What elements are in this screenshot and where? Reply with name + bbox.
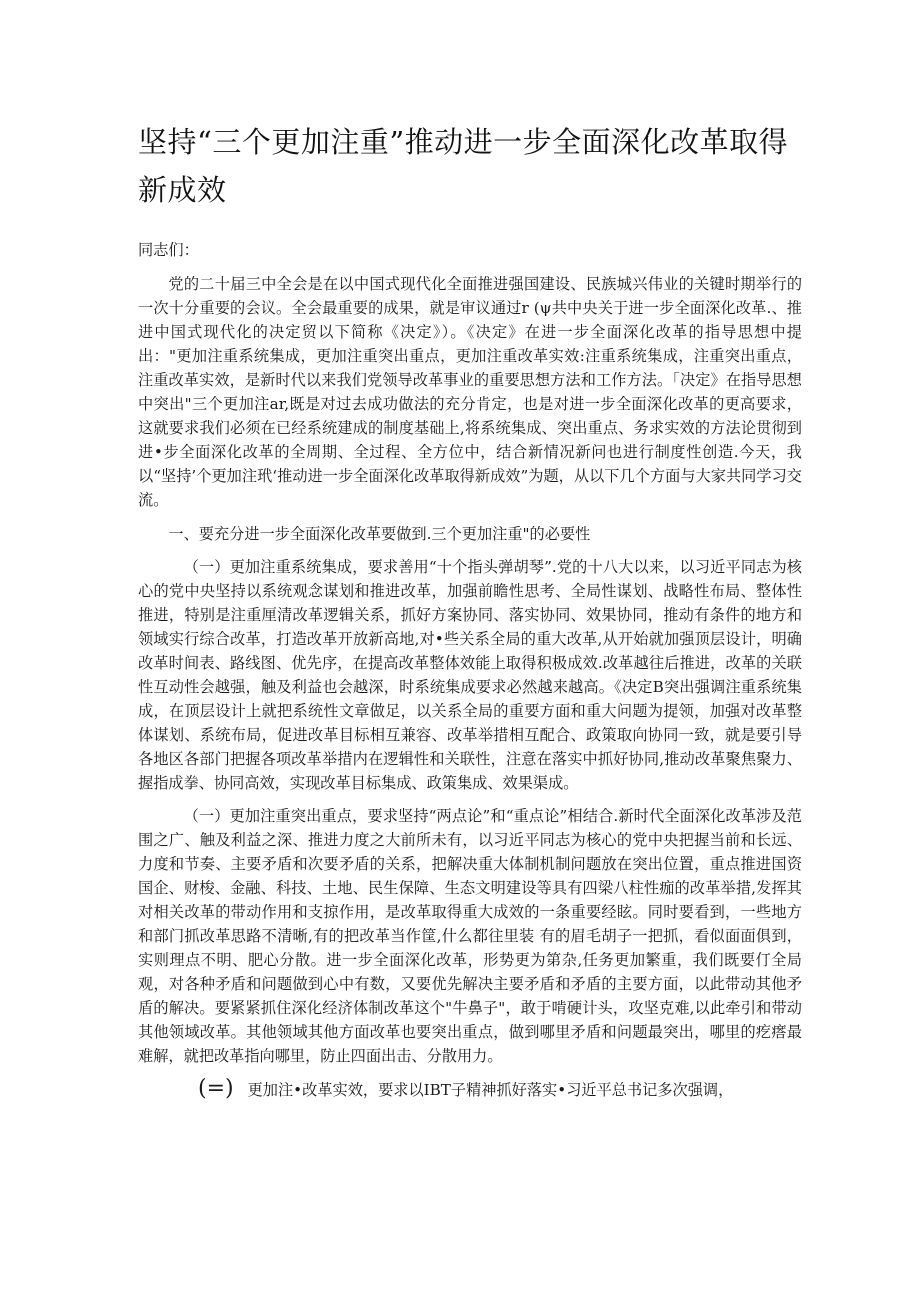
paragraph-intro: 党的二十届三中全会是在以中国式现代化全面推进强国建设、民族城兴伟业的关键时期举行的一次十分重要的会议。全会最重要的成果，就是审议通过r (ψ共中央关于进一步全面深化改革.、推进中国式现代化的决定贸以下简称《决定》）。《决定》在进一步全面深化改革的指导思想中提出："更加注重系统集成，更加注重突出重点，更加注重改革实效:注重系统集成，注重突出重点，注重改革实效，是新时代以来我们党领导改革事业的重要思想方法和工作方法。「决定》在指导思想中突出"三个更加注ar,既是对过去成功做法的充分肯定，也是对进一步全面深化改革的更高要求，这就要求我们必须在已经系统建成的制度基础上,将系统集成、突出重点、务求实效的方法论贯彻到进•步全面深化改革的全周期、全过程、全方位中，结合新情况新问也进行制度性创造.今天，我以“坚持’个更加注玳‘推动进一步全面深化改革取得新成效”为题，从以下几个方面与大家共同学习交流。: [138, 275, 802, 509]
paragraph-section-2: （一）更加注重突出重点，要求坚持“两点论”和“重点论”相结合.新时代全面深化改革涉及范围之广、触及利益之深、推进力度之大前所未有，以习近平同志为核心的党中央把握当前和长远、力度和节奏、主要矛盾和次要矛盾的关系，把解决重大体制机制问题放在突出位置，重点推进国资国企、财梭、金融、科技、土地、民生保障、生态文明建设等具有四梁八柱性痂的改革举措,发挥其对相关改革的带动作用和支掠作用，是改革取得重大成效的一条重要经眩。同时要看到，一些地方和部门抓改革思路不清晰,有的把改革当作筐,什么都往里装 有的眉毛胡子一把抓，看似面面俱到，实则理点不明、肥心分散。进一步全面深化改革，形势更为第杂,任务更加繁重，我们既要仃全局观，对各种矛盾和问题做到心中有数，又要优先解决主要矛盾和矛盾的主要方面，以此带动其他矛盾的解决。要紧紧抓住深化经济体制改革这个"牛鼻子"，敢于啃硬计头，攻坚克难,以此牵引和带动其他领域改革。其他领域其他方面改革也要突出重点，做到哪里矛盾和问题最突出，哪里的疙瘩最难解，就把改革指向哪里，防止四面出击、分散用力。: [138, 807, 802, 1065]
greeting: 同志们：: [138, 241, 199, 259]
paragraph-section-3: [138, 1076, 802, 1103]
section-heading-1: 一、要充分进一步全面深化改革要做到.三个更加注重"的必要性: [168, 525, 591, 543]
section-3-text: 更加注•改革实效，要求以IBT子精神抓好落实•习近平总书记多次强调，: [247, 1081, 734, 1099]
document-title: 坚持“三个更加注重”推动进一步全面深化改革取得新成效: [138, 125, 789, 207]
section-3-number: (=): [198, 1076, 234, 1101]
paragraph-section-1: （一）更加注重系统集成，要求善用“十个指头弹胡琴”.党的十八大以来，以习近平同志为核心的党中央坚持以系统观念谋划和推进改革，加强前瞻性思考、全局性谋划、战略性布局、整体性推进，特别是注重厘清改革逻辑关系，抓好方案协同、落实协同、效果协同，推动有条件的地方和领域实行综合改革，打造改革开放新高地,对•些关系全局的重大改革,从开始就加强顶层设计，明确改革时间表、路线图、优先序，在提高改革整体效能上取得积极成效.改革越往后推进，改革的关联性互动性会越强，触及利益也会越深，时系统集成要求必然越来越高。《决定B突出强调注重系统集成，在顶层设计上就把系统性文章做足，以关系全局的重要方面和重大问题为提领，加强对改革整体谋划、系统布局，促进改革目标相互兼容、改革举措相互配合、政策取向协同一致，就是要引导各地区各部门把握各项改革举措内在逻辑性和关联性，注意在落实中抓好协同,推动改革聚焦聚力、握指成拳、协同高效，实现改革目标集成、政策集成、效果渠成。: [138, 558, 802, 792]
